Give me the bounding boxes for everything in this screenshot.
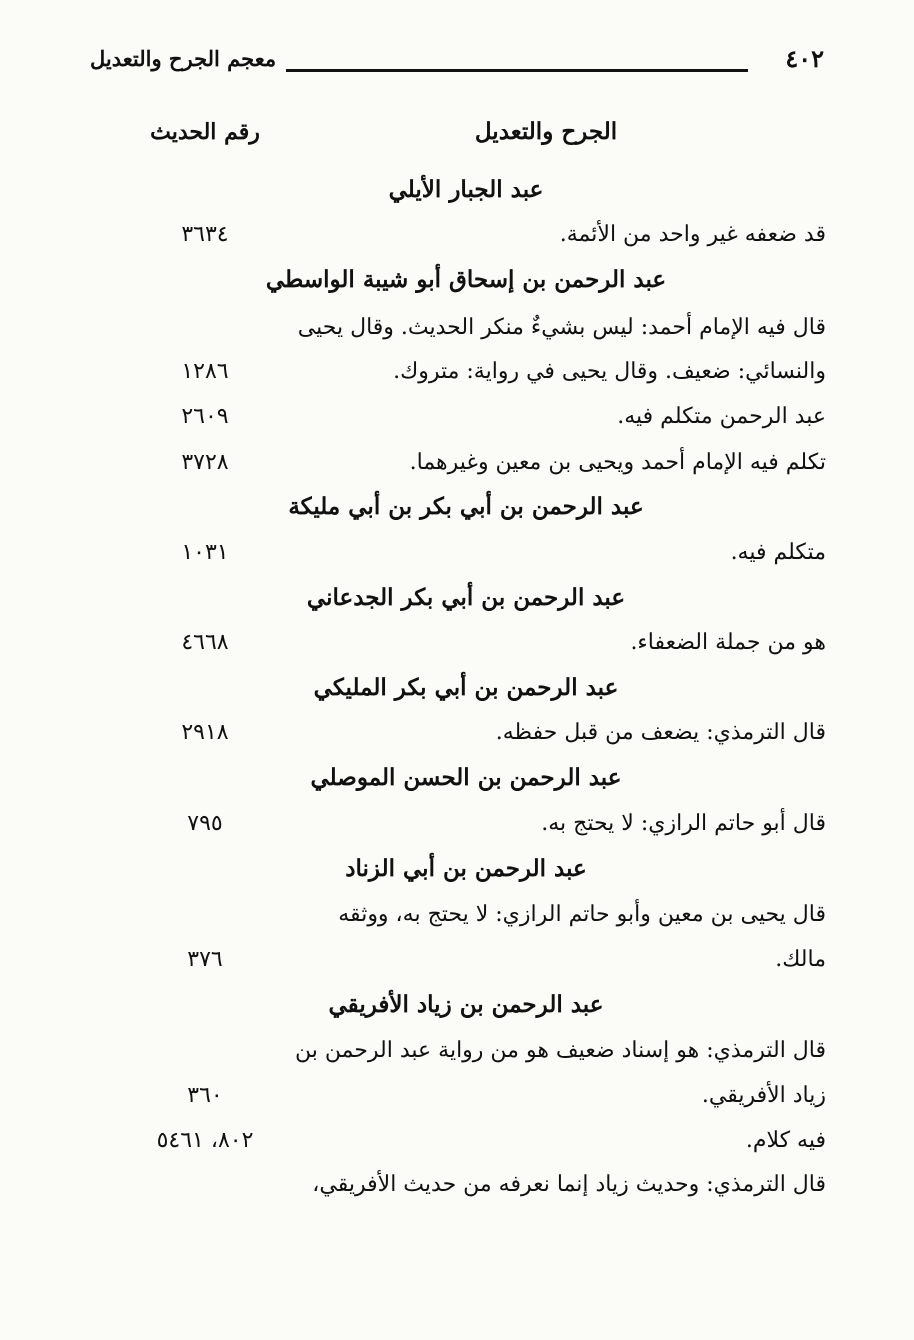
- hadith-number: ٣٧٢٨: [181, 450, 229, 475]
- entry-text: قال الترمذي: يضعف من قبل حفظه.: [495, 720, 826, 745]
- narrator-heading: [100, 170, 826, 210]
- entry-line: [100, 804, 826, 844]
- entry-line: [100, 1076, 826, 1116]
- hadith-number: ٢٩١٨: [181, 720, 229, 745]
- hadith-number: ٣٧٦: [187, 947, 223, 972]
- column-header-number: رقم الحديث: [150, 119, 260, 145]
- page-header: [90, 44, 824, 88]
- entry-line: [100, 533, 826, 573]
- entry-text: متكلم فيه.: [730, 540, 826, 565]
- entry-text: والنسائي: ضعيف. وقال يحيى في رواية: متروك.: [393, 359, 826, 384]
- hadith-number: ٤٦٦٨: [181, 630, 229, 655]
- entry-text: قال أبو حاتم الرازي: لا يحتج به.: [541, 811, 826, 836]
- narrator-heading: [100, 985, 826, 1025]
- narrator-heading: [100, 260, 826, 300]
- entry-line: [100, 623, 826, 663]
- hadith-number: ١٠٣١: [181, 540, 229, 565]
- entry-line: [100, 1031, 826, 1071]
- entry-text: تكلم فيه الإمام أحمد ويحيى بن معين وغيرهما.: [409, 450, 826, 475]
- narrator-name: عبد الرحمن بن الحسن الموصلي: [310, 764, 622, 791]
- entry-line: [100, 1165, 826, 1205]
- entry-line: [100, 308, 826, 348]
- entry-line: [100, 940, 826, 980]
- entry-text: قال الترمذي: هو إسناد ضعيف هو من رواية عبد الرحمن بن: [294, 1038, 826, 1063]
- narrator-name: عبد الرحمن بن أبي بكر المليكي: [313, 674, 619, 701]
- narrator-heading: [100, 487, 826, 527]
- narrator-name: عبد الرحمن بن أبي بكر بن أبي مليكة: [288, 493, 644, 520]
- column-headers: [100, 112, 826, 152]
- entry-text: زياد الأفريقي.: [701, 1083, 826, 1108]
- narrator-name: عبد الجبار الأيلي: [388, 176, 544, 203]
- entry-line: [100, 1121, 826, 1161]
- entry-text: قال يحيى بن معين وأبو حاتم الرازي: لا يحتج به، ووثقه: [338, 902, 826, 927]
- hadith-number: ٧٩٥: [187, 811, 223, 836]
- entry-line: [100, 215, 826, 255]
- entry-line: [100, 352, 826, 392]
- narrator-heading: [100, 578, 826, 618]
- narrator-name: عبد الرحمن بن إسحاق أبو شيبة الواسطي: [265, 266, 667, 293]
- narrator-heading: [100, 849, 826, 889]
- entry-text: قد ضعفه غير واحد من الأئمة.: [559, 222, 826, 247]
- narrator-heading: [100, 668, 826, 708]
- entry-text: مالك.: [775, 947, 826, 972]
- hadith-number: ٣٦٣٤: [181, 222, 229, 247]
- hadith-number: ٣٦٠: [187, 1083, 223, 1108]
- entry-line: [100, 713, 826, 753]
- page-number: ٤٠٢: [785, 44, 824, 73]
- narrator-heading: [100, 758, 826, 798]
- running-title: معجم الجرح والتعديل: [90, 46, 277, 71]
- column-header-text: الجرح والتعديل: [474, 118, 618, 145]
- entry-line: [100, 397, 826, 437]
- narrator-name: عبد الرحمن بن زياد الأفريقي: [328, 991, 604, 1018]
- entry-line: [100, 895, 826, 935]
- entry-text: هو من جملة الضعفاء.: [630, 630, 826, 655]
- entry-text: عبد الرحمن متكلم فيه.: [617, 404, 826, 429]
- narrator-name: عبد الرحمن بن أبي الزناد: [345, 855, 587, 882]
- header-rule: [286, 69, 748, 72]
- entry-text: فيه كلام.: [745, 1128, 826, 1153]
- hadith-number: ١٢٨٦: [181, 359, 229, 384]
- hadith-number: ٨٠٢، ٥٤٦١: [156, 1128, 254, 1153]
- narrator-name: عبد الرحمن بن أبي بكر الجدعاني: [306, 584, 626, 611]
- entry-text: قال فيه الإمام أحمد: ليس بشيءٌ منكر الحديث. وقال يحيى: [297, 315, 826, 340]
- entry-text: قال الترمذي: وحديث زياد إنما نعرفه من حديث الأفريقي،: [312, 1172, 826, 1197]
- entry-line: [100, 443, 826, 483]
- hadith-number: ٢٦٠٩: [181, 404, 229, 429]
